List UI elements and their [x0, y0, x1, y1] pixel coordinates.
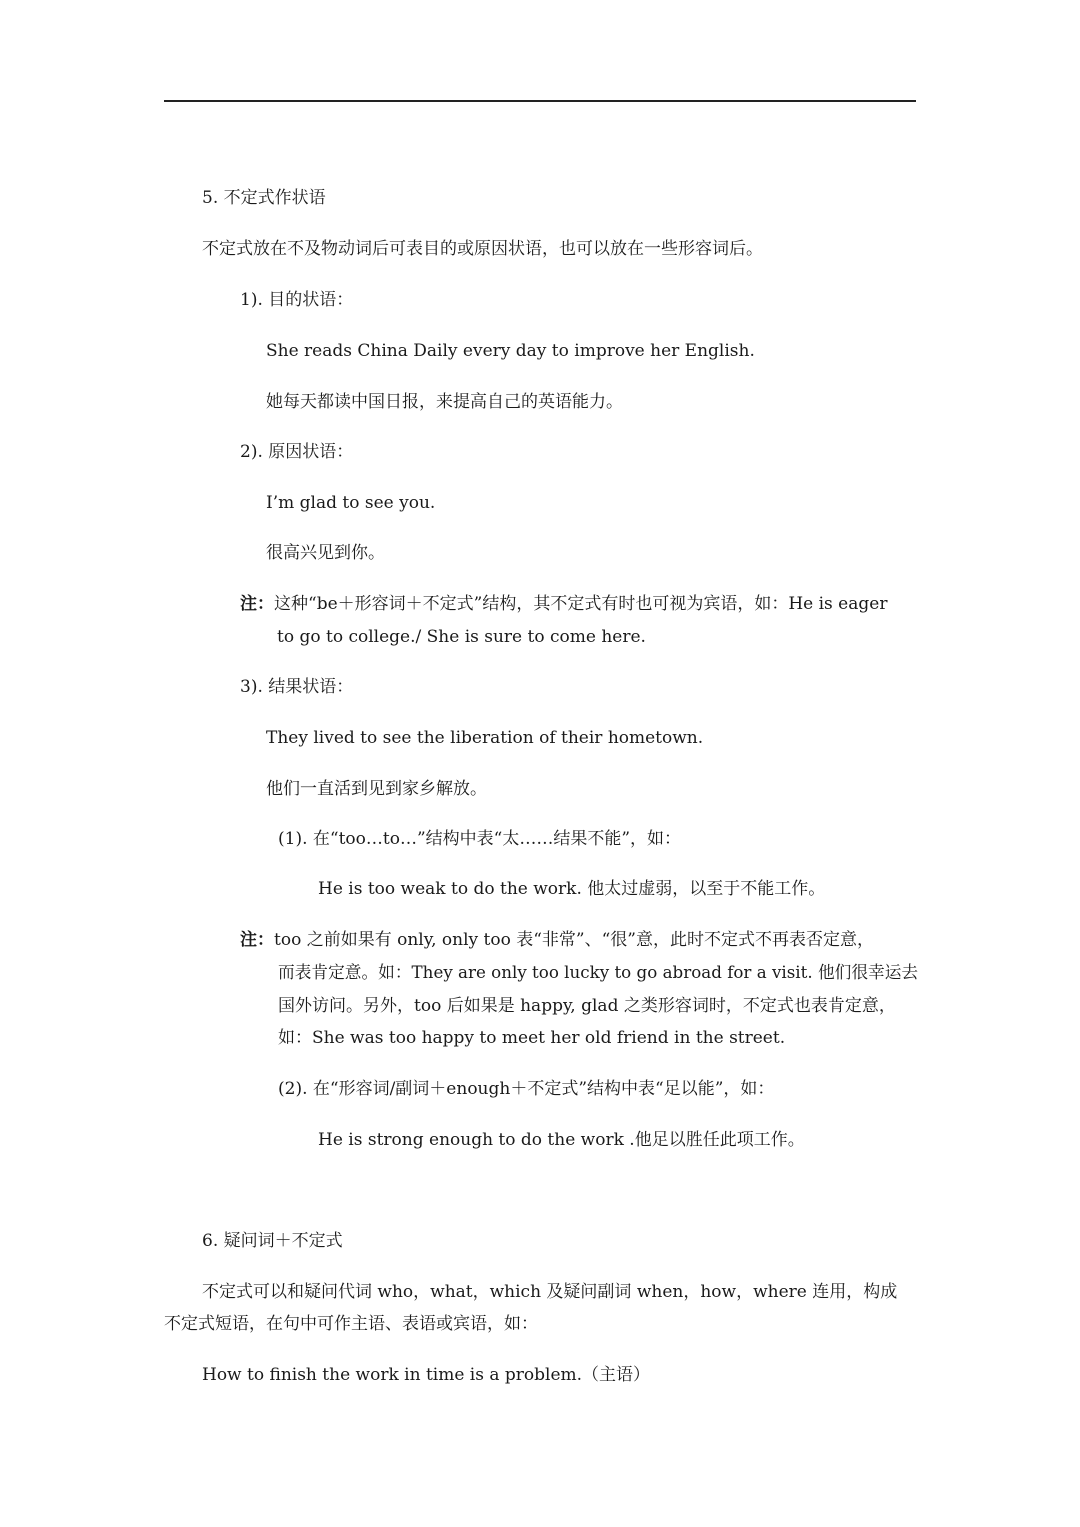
section-5-heading: 5. 不定式作状语 [202, 188, 326, 208]
too-to-label: (1). 在“too…to…”结构中表“太……结果不能”，如： [278, 829, 682, 849]
result-example-cn: 他们一直活到见到家乡解放。 [266, 779, 487, 799]
reason-example-cn: 很高兴见到你。 [266, 543, 385, 563]
note-2-mark: 注： [240, 930, 274, 950]
enough-label: (2). 在“形容词/副词＋enough＋不定式”结构中表“足以能”，如： [278, 1079, 775, 1099]
note-1-mark: 注： [240, 594, 274, 614]
note-2-line-2: 而表肯定意。如：They are only too lucky to go abroad for a visit. 他们很幸运去 [278, 963, 919, 983]
purpose-example-cn: 她每天都读中国日报，来提高自己的英语能力。 [266, 392, 623, 412]
note-2-line-1 [240, 928, 874, 952]
note-1-text: 这种“be＋形容词＋不定式”结构，其不定式有时也可视为宾语，如：He is eager [274, 594, 888, 614]
too-to-example: He is too weak to do the work. 他太过虚弱，以至于不能工作。 [318, 879, 826, 899]
note-2-line-4: 如：She was too happy to meet her old friend in the street. [278, 1028, 786, 1048]
section-5-intro: 不定式放在不及物动词后可表目的或原因状语，也可以放在一些形容词后。 [202, 239, 763, 259]
header-rule [164, 100, 916, 102]
section-6-intro-line-1: 不定式可以和疑问代词 who，what，which 及疑问副词 when，how，where 连用，构成 [202, 1282, 898, 1302]
section-6-intro-line-2: 不定式短语，在句中可作主语、表语或宾语，如： [164, 1314, 538, 1334]
section-6-heading: 6. 疑问词＋不定式 [202, 1231, 343, 1251]
section-6-example: How to finish the work in time is a problem.（主语） [202, 1365, 651, 1385]
purpose-example-en: She reads China Daily every day to improve her English. [266, 341, 755, 361]
note-2-line-3: 国外访问。另外，too 后如果是 happy, glad 之类形容词时，不定式也表肯定意， [278, 996, 896, 1016]
note-2-text: too 之前如果有 only, only too 表“非常”、“很”意，此时不定式不再表否定意， [274, 930, 874, 950]
note-1-line-2: to go to college./ She is sure to come here. [277, 627, 646, 647]
result-label: 3). 结果状语： [240, 677, 354, 697]
note-1-line-1 [240, 592, 887, 616]
enough-example: He is strong enough to do the work .他足以胜任此项工作。 [318, 1130, 805, 1150]
reason-label: 2). 原因状语： [240, 442, 354, 462]
purpose-label: 1). 目的状语： [240, 290, 354, 310]
result-example-en: They lived to see the liberation of their hometown. [266, 728, 704, 748]
reason-example-en: I’m glad to see you. [266, 493, 436, 513]
